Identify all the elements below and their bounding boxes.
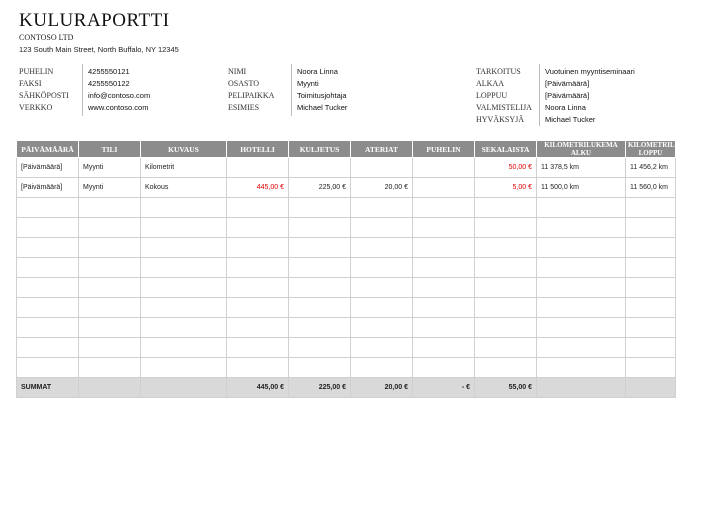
approver-value: Michael Tucker [545,115,596,124]
col-header-transport[interactable]: KULJETUS [289,141,351,158]
end-value: [Päivämäärä] [545,91,590,100]
web-label: VERKKO [19,103,53,112]
fax-label: FAKSI [19,79,42,88]
company-name: CONTOSO LTD [19,33,74,42]
table-row-empty[interactable] [17,258,676,278]
fax-value: 4255550122 [88,79,130,88]
web-value: www.contoso.com [88,103,149,112]
col-header-description[interactable]: KUVAUS [141,141,227,158]
table-row-empty[interactable] [17,358,676,378]
totals-odometer-end [626,378,676,398]
contact-divider [82,64,83,116]
table-row-empty[interactable] [17,318,676,338]
totals-description [141,378,227,398]
cell-meals[interactable]: 20,00 € [351,178,413,198]
table-row-empty[interactable] [17,298,676,318]
totals-phone: - € [413,378,475,398]
cell-odometer-start[interactable]: 11 378,5 km [537,158,626,178]
phone-value: 4255550121 [88,67,130,76]
totals-account [79,378,141,398]
expense-table [16,140,702,398]
start-label: ALKAA [476,79,504,88]
phone-label: PUHELIN [19,67,54,76]
totals-transport: 225,00 € [289,378,351,398]
col-header-meals[interactable]: ATERIAT [351,141,413,158]
totals-row [17,378,676,398]
cell-account[interactable]: Myynti [79,178,141,198]
cell-meals[interactable] [351,158,413,178]
cell-odometer-start[interactable]: 11 500,0 km [537,178,626,198]
cell-description[interactable]: Kokous [141,178,227,198]
cell-transport[interactable] [289,158,351,178]
employee-divider [291,64,292,116]
table-row-empty[interactable] [17,218,676,238]
cell-account[interactable]: Myynti [79,158,141,178]
name-value: Noora Linna [297,67,338,76]
cell-description[interactable]: Kilometrit [141,158,227,178]
cell-odometer-end[interactable]: 11 560,0 km [626,178,676,198]
col-header-odometer-start[interactable]: KILOMETRILUKEMA ALKU [537,141,626,158]
position-value: Toimitusjohtaja [297,91,347,100]
approver-label: HYVÄKSYJÄ [476,115,525,124]
cell-date[interactable]: [Päivämäärä] [17,158,79,178]
position-label: PELIPAIKKA [228,91,275,100]
manager-value: Michael Tucker [297,103,348,112]
table-row [17,178,676,198]
cell-phone[interactable] [413,178,475,198]
cell-odometer-end[interactable]: 11 456,2 km [626,158,676,178]
col-header-date[interactable]: PÄIVÄMÄÄRÄ [17,141,79,158]
table-row-empty[interactable] [17,238,676,258]
cell-hotel[interactable] [227,158,289,178]
name-label: NIMI [228,67,247,76]
col-header-phone[interactable]: PUHELIN [413,141,475,158]
end-label: LOPPUU [476,91,508,100]
cell-hotel[interactable]: 445,00 € [227,178,289,198]
table-row-empty[interactable] [17,198,676,218]
cell-transport[interactable]: 225,00 € [289,178,351,198]
department-value: Myynti [297,79,319,88]
col-header-odometer-end[interactable]: KILOMETRILUKEMA LOPPU [626,141,676,158]
totals-meals: 20,00 € [351,378,413,398]
email-value: info@contoso.com [88,91,151,100]
totals-hotel: 445,00 € [227,378,289,398]
department-label: OSASTO [228,79,259,88]
preparer-label: VALMISTELIJA [476,103,532,112]
totals-odometer-start [537,378,626,398]
start-value: [Päivämäärä] [545,79,590,88]
purpose-value: Vuotuinen myyntiseminaari [545,67,635,76]
company-address: 123 South Main Street, North Buffalo, NY 12345 [19,45,179,54]
cell-misc[interactable]: 50,00 € [475,158,537,178]
cell-misc[interactable]: 5,00 € [475,178,537,198]
col-header-hotel[interactable]: HOTELLI [227,141,289,158]
col-header-account[interactable]: TILI [79,141,141,158]
manager-label: ESIMIES [228,103,260,112]
email-label: SÄHKÖPOSTI [19,91,69,100]
report-title: KULURAPORTTI [19,10,170,31]
totals-label: SUMMAT [17,378,79,398]
col-header-misc[interactable]: SEKALAISTA [475,141,537,158]
cell-date[interactable]: [Päivämäärä] [17,178,79,198]
table-row-empty[interactable] [17,278,676,298]
preparer-value: Noora Linna [545,103,586,112]
purpose-divider [539,64,540,126]
totals-misc: 55,00 € [475,378,537,398]
table-row [17,158,676,178]
purpose-label: TARKOITUS [476,67,521,76]
table-row-empty[interactable] [17,338,676,358]
cell-phone[interactable] [413,158,475,178]
